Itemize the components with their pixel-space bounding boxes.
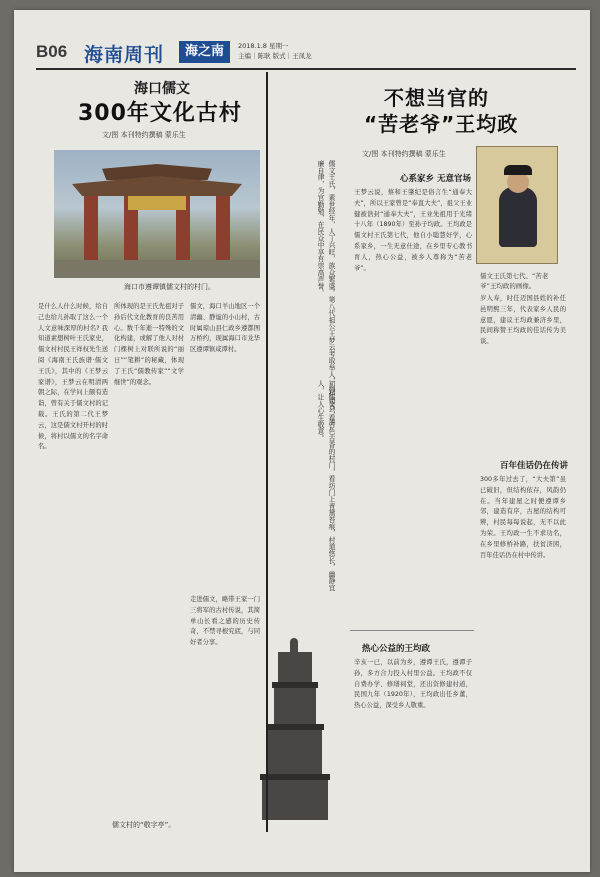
left-body-column-2: 所体现的是王氏先祖对子孙后代文化教育的良苦用心。数千年逝一特殊的文化构建，或解了他人对村门棵树上对联所说的“丽日”“笔耕”的秘藏，体现了王氏“儒教传家”“文学继世”的观念。 [114,303,184,386]
right-body-column-1: 王梦云说，蔡和王肇纪是俗言生“通奉大夫”，所以王家曾是“奉直大夫”，祖父王业健被诰封“通奉大夫”，王业先祖用于光绪十八年（1890年）至孙子均政。王均政是儒文村王氏第七代，他自小聪慧好学，心系家乡，一生无意仕途，在乡里专心教书育人，热心公益，被乡人尊称为“苦老爷”。 [354,189,472,272]
portrait-photo [476,146,558,264]
gate-roof [72,176,242,196]
pagoda-photo [252,638,338,826]
gate-pillar [84,196,98,266]
portrait-caption: 儒文王氏第七代、“苦老爷”王均政的画像。 [480,272,549,290]
village-gate-photo [54,150,260,278]
sidebar-vertical-text-1: 儒文王氏，素世经年，人丁兴旺，族众繁盛。第八代祖公王梦云考取举人，出任知县，清廉自律，为官勤勉，在民众中享有崇高声誉。 [316,160,335,426]
pagoda-tier [268,730,322,774]
left-kicker: 海口儒文 [134,81,190,97]
pagoda-caption: 儒文村的“敬字亭”。 [112,821,176,829]
right-body-column-2: 岁入寿，时任迈国县姓的补任邑明熙三年，代表家乡人民的意愿，建议王均政兼济乡里，民间称赞王均政的佳话传为美谈。 [480,295,566,346]
right-headline-line-1: 不想当官的 [384,86,489,110]
masthead [36,40,576,70]
right-headline-line-2: “苦老爷”王均政 [364,112,519,136]
pagoda-tier [278,652,312,682]
left-byline: 文/图 本刊特约撰稿 蒙乐生 [102,131,186,139]
column-divider [266,72,268,832]
sidebar-vertical-text-2: 初到儒文，看古色古香的村门，看坊门上青黛苔痕，村道悠长，幽静宜人，让人心生敬意。 [316,380,335,591]
masthead-info [238,41,312,61]
newspaper-page [14,10,590,872]
portrait-hat [504,165,532,175]
paper-name: 海南周刊 [84,44,165,66]
gate-pillar [216,196,230,266]
left-body-column-1: 是什么人什么时候，给自己也给儿孙取了这么一个人文意味深厚的村名? 我知道素想树叶王氏家史，儒文村村民王祥权先生送阅《海南王氏族谱·儒文王氏》，其中的《王梦云家谱》，王梦云在明清两朝之际，在学问上颇有造诣，曾有关于儒文村的记载。王氏的第二代王梦云，这是儒文村开村的时候，将村以儒文的名字命名。 [38,303,108,451]
left-body-column-3: 儒文，海口羊山地区一个清幽、静谧的小山村，古时属琼山县仁政乡遵都图万桥约，现属海口市龙华区遵谭镇咸谭村。 [190,303,260,354]
gate-photo-caption: 海口市遵谭镇儒文村的村门。 [124,283,215,291]
subhead-3: 百年佳话仍在传讲 [500,461,569,471]
pagoda-base [262,780,328,820]
gate-plaque [128,196,186,210]
page-number: B06 [36,42,68,61]
pagoda-finial [290,638,298,652]
subhead-2: 热心公益的王均政 [362,644,431,654]
right-body-column-3: 300多年过去了，“大夫第”虽已破旧，但结构依存，风韵仍在。当年建屋之时便遵谭乡邻，建造有序，古屋的结构可辨，村民每每说起，无不以此为荣。王均政一生不求功名，在乡里修桥补路，扶贫济困，百年佳话仍在村中传讲。 [480,476,566,559]
portrait-inscription [481,151,497,251]
left-headline: 300年文化古村 [78,101,242,126]
subhead-1: 心系家乡 无意官场 [400,174,471,184]
section-rule [350,630,474,631]
masthead-rule [36,68,576,70]
right-byline: 文/图 本刊特约撰稿 蒙乐生 [362,150,446,158]
section-badge: 海之南 [179,41,230,63]
pagoda-tier [274,688,316,724]
editors-line: 主编｜陈耿 版式｜王凤龙 [238,52,312,60]
right-body-column-4: 辛亥一已，以前为乡，遵谭王氏，遵谭子孙，多方合力投入村里公益。王均政不仅自费办学、修缮祠堂，还出资修建村道，民国九年（1920年），王均政出任乡董，热心公益，深受乡人敬重。 [354,659,472,710]
gate-ground [54,260,260,278]
issue-date: 2018.1.8 星期一 [238,42,289,50]
portrait-figure [499,187,537,247]
left-body-column-4: 走进儒文，略带王家一门三将军的古村传说，其简单山长看之感的历史传奇，不禁寻根究底，与同好者分享。 [190,596,260,647]
